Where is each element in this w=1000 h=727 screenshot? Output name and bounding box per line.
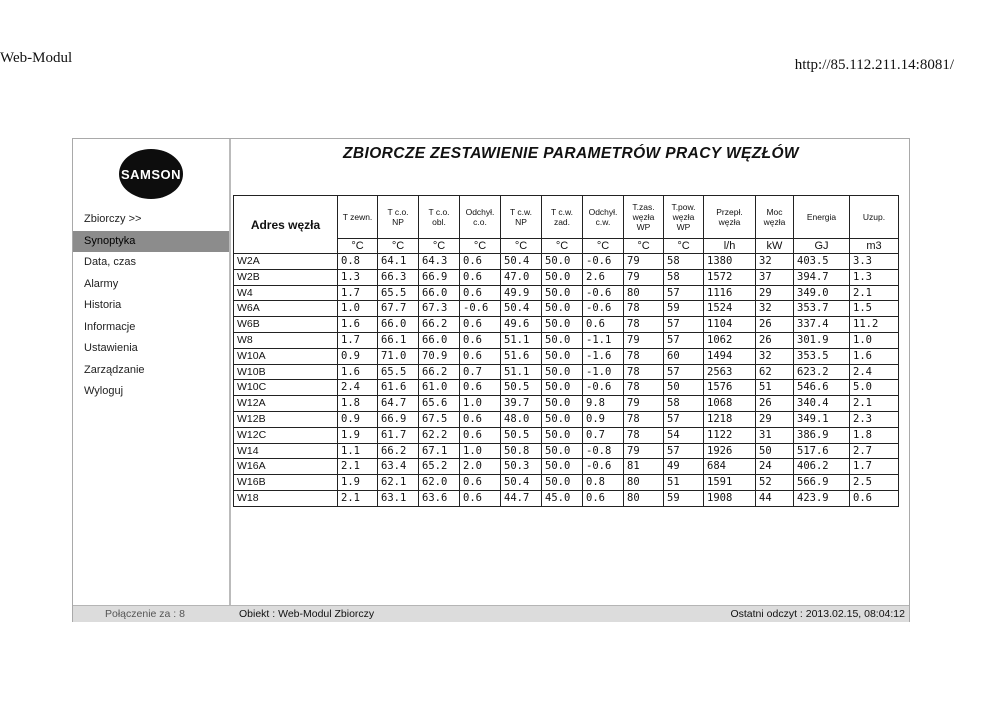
node-address-cell: W6B xyxy=(234,317,338,333)
table-cell: -0.6 xyxy=(583,254,624,270)
table-cell: 0.6 xyxy=(460,254,501,270)
table-cell: 1.1 xyxy=(338,443,378,459)
table-cell: 66.0 xyxy=(419,332,460,348)
table-cell: 61.6 xyxy=(378,380,419,396)
table-cell: 45.0 xyxy=(542,490,583,506)
sidebar-item-zarzadzanie[interactable]: Zarządzanie xyxy=(84,363,145,376)
table-cell: 50.0 xyxy=(542,380,583,396)
table-cell: 26 xyxy=(756,332,794,348)
table-cell: 1591 xyxy=(704,475,756,491)
table-cell: -0.6 xyxy=(583,380,624,396)
table-cell: 1.7 xyxy=(338,332,378,348)
table-cell: 50.4 xyxy=(501,254,542,270)
table-cell: 39.7 xyxy=(501,396,542,412)
table-cell: 50.4 xyxy=(501,475,542,491)
table-cell: 61.7 xyxy=(378,427,419,443)
table-cell: 70.9 xyxy=(419,348,460,364)
table-row xyxy=(234,427,899,443)
sidebar-item-wyloguj[interactable]: Wyloguj xyxy=(84,385,124,397)
table-cell: 62.2 xyxy=(419,427,460,443)
column-unit: °C xyxy=(338,239,378,254)
table-cell: 62.0 xyxy=(419,475,460,491)
table-cell: -1.6 xyxy=(583,348,624,364)
column-unit: °C xyxy=(460,239,501,254)
table-cell: 65.5 xyxy=(378,364,419,380)
table-row xyxy=(234,332,899,348)
node-address-cell: W10A xyxy=(234,348,338,364)
table-cell: 50.0 xyxy=(542,475,583,491)
sidebar xyxy=(73,139,229,605)
table-cell: 63.6 xyxy=(419,490,460,506)
table-cell: 50.0 xyxy=(542,332,583,348)
table-cell: 3.3 xyxy=(850,254,899,270)
table-cell: 58 xyxy=(664,396,704,412)
table-cell: 66.2 xyxy=(419,364,460,380)
table-cell: 1122 xyxy=(704,427,756,443)
connection-countdown: Połączenie za : 8 xyxy=(105,608,185,620)
print-header-url: http://85.112.211.14:8081/ xyxy=(794,57,954,73)
table-cell: 0.6 xyxy=(583,317,624,333)
table-row xyxy=(234,301,899,317)
sidebar-item-synoptyka[interactable]: Synoptyka xyxy=(73,231,229,253)
table-cell: 353.5 xyxy=(794,348,850,364)
table-cell: 67.3 xyxy=(419,301,460,317)
table-cell: 49.9 xyxy=(501,285,542,301)
table-cell: 566.9 xyxy=(794,475,850,491)
table-cell: 57 xyxy=(664,332,704,348)
table-row xyxy=(234,443,899,459)
sidebar-item-data-czas[interactable]: Data, czas xyxy=(84,256,136,268)
table-cell: 2.1 xyxy=(338,459,378,475)
table-cell: 79 xyxy=(624,269,664,285)
table-cell: 1926 xyxy=(704,443,756,459)
node-address-cell: W6A xyxy=(234,301,338,317)
column-header: T c.w. zad. xyxy=(542,196,583,239)
table-cell: 0.6 xyxy=(460,348,501,364)
table-cell: 48.0 xyxy=(501,411,542,427)
table-cell: 32 xyxy=(756,254,794,270)
main-content xyxy=(229,139,911,605)
table-cell: 50.0 xyxy=(542,427,583,443)
column-header: T.pow. węzła WP xyxy=(664,196,704,239)
node-address-cell: W2B xyxy=(234,269,338,285)
table-cell: 50.3 xyxy=(501,459,542,475)
table-cell: 58 xyxy=(664,254,704,270)
table-cell: -1.1 xyxy=(583,332,624,348)
column-header: Energia xyxy=(794,196,850,239)
sidebar-item-zbiorczy[interactable]: Zbiorczy >> xyxy=(84,213,142,225)
column-unit: GJ xyxy=(794,239,850,254)
table-cell: 1494 xyxy=(704,348,756,364)
table-cell: 5.0 xyxy=(850,380,899,396)
table-cell: 9.8 xyxy=(583,396,624,412)
table-cell: 50.5 xyxy=(501,427,542,443)
table-cell: 2.1 xyxy=(338,490,378,506)
table-cell: 44.7 xyxy=(501,490,542,506)
table-cell: 623.2 xyxy=(794,364,850,380)
column-header: T c.o. obl. xyxy=(419,196,460,239)
table-cell: 50.0 xyxy=(542,364,583,380)
table-cell: 80 xyxy=(624,490,664,506)
node-address-cell: W12B xyxy=(234,411,338,427)
print-header-title: Web-Modul xyxy=(0,50,73,66)
sidebar-item-historia[interactable]: Historia xyxy=(84,299,122,311)
node-address-cell: W14 xyxy=(234,443,338,459)
table-cell: 66.0 xyxy=(378,317,419,333)
table-cell: 1.0 xyxy=(850,332,899,348)
column-unit: °C xyxy=(542,239,583,254)
table-cell: 423.9 xyxy=(794,490,850,506)
parameters-table xyxy=(233,195,899,507)
table-cell: 0.6 xyxy=(460,285,501,301)
table-cell: 59 xyxy=(664,490,704,506)
last-read-timestamp: Ostatni odczyt : 2013.02.15, 08:04:12 xyxy=(730,608,905,620)
node-address-cell: W12C xyxy=(234,427,338,443)
table-cell: 50.8 xyxy=(501,443,542,459)
table-cell: 49.6 xyxy=(501,317,542,333)
table-cell: 50.0 xyxy=(542,459,583,475)
table-cell: -0.6 xyxy=(583,301,624,317)
table-cell: 29 xyxy=(756,411,794,427)
table-cell: 2.0 xyxy=(460,459,501,475)
node-address-cell: W10B xyxy=(234,364,338,380)
table-row xyxy=(234,254,899,270)
column-unit: °C xyxy=(419,239,460,254)
table-cell: 31 xyxy=(756,427,794,443)
table-cell: 1524 xyxy=(704,301,756,317)
table-header-labels xyxy=(234,196,899,239)
node-address-cell: W2A xyxy=(234,254,338,270)
table-cell: 517.6 xyxy=(794,443,850,459)
table-cell: 1.9 xyxy=(338,427,378,443)
table-cell: 64.1 xyxy=(378,254,419,270)
table-cell: 0.6 xyxy=(850,490,899,506)
table-cell: 301.9 xyxy=(794,332,850,348)
column-unit: °C xyxy=(501,239,542,254)
table-cell: 2.4 xyxy=(850,364,899,380)
table-cell: 0.6 xyxy=(460,317,501,333)
table-row xyxy=(234,475,899,491)
table-cell: 0.9 xyxy=(338,411,378,427)
table-cell: 349.1 xyxy=(794,411,850,427)
table-cell: 386.9 xyxy=(794,427,850,443)
table-cell: -0.8 xyxy=(583,443,624,459)
table-cell: 2.5 xyxy=(850,475,899,491)
node-address-cell: W12A xyxy=(234,396,338,412)
table-cell: 32 xyxy=(756,348,794,364)
column-header: T zewn. xyxy=(338,196,378,239)
table-cell: 1.3 xyxy=(338,269,378,285)
column-header: T c.o. NP xyxy=(378,196,419,239)
table-cell: 50 xyxy=(664,380,704,396)
table-cell: 57 xyxy=(664,364,704,380)
table-cell: 50.0 xyxy=(542,254,583,270)
table-cell: 1572 xyxy=(704,269,756,285)
table-cell: 64.7 xyxy=(378,396,419,412)
table-cell: 78 xyxy=(624,380,664,396)
table-cell: 78 xyxy=(624,427,664,443)
table-cell: 1.7 xyxy=(338,285,378,301)
table-cell: 11.2 xyxy=(850,317,899,333)
table-cell: 66.0 xyxy=(419,285,460,301)
table-row xyxy=(234,490,899,506)
table-cell: 0.8 xyxy=(338,254,378,270)
table-cell: 64.3 xyxy=(419,254,460,270)
table-cell: 78 xyxy=(624,348,664,364)
table-cell: 1.7 xyxy=(850,459,899,475)
table-row xyxy=(234,348,899,364)
table-cell: 32 xyxy=(756,301,794,317)
table-cell: 1.6 xyxy=(850,348,899,364)
table-cell: 353.7 xyxy=(794,301,850,317)
table-cell: 50.0 xyxy=(542,285,583,301)
table-cell: 26 xyxy=(756,396,794,412)
table-body xyxy=(234,254,899,507)
table-cell: 78 xyxy=(624,364,664,380)
table-cell: 2.4 xyxy=(338,380,378,396)
table-cell: 78 xyxy=(624,317,664,333)
table-row xyxy=(234,285,899,301)
table-cell: 1908 xyxy=(704,490,756,506)
table-cell: 62.1 xyxy=(378,475,419,491)
table-cell: 49 xyxy=(664,459,704,475)
table-cell: 1218 xyxy=(704,411,756,427)
table-cell: 340.4 xyxy=(794,396,850,412)
table-cell: 51.6 xyxy=(501,348,542,364)
column-header: T c.w. NP xyxy=(501,196,542,239)
table-cell: 29 xyxy=(756,285,794,301)
table-cell: 80 xyxy=(624,475,664,491)
node-address-cell: W16B xyxy=(234,475,338,491)
table-cell: 79 xyxy=(624,443,664,459)
table-cell: 1.8 xyxy=(850,427,899,443)
table-cell: 1.3 xyxy=(850,269,899,285)
table-cell: 81 xyxy=(624,459,664,475)
column-header: Uzup. xyxy=(850,196,899,239)
table-cell: 1.6 xyxy=(338,317,378,333)
column-unit: °C xyxy=(624,239,664,254)
column-header: Moc węzła xyxy=(756,196,794,239)
table-cell: 1.0 xyxy=(460,396,501,412)
page-title: ZBIORCZE ZESTAWIENIE PARAMETRÓW PRACY WĘZŁÓW xyxy=(343,145,799,162)
sidebar-nav xyxy=(73,209,229,403)
column-header: Odchył. c.w. xyxy=(583,196,624,239)
column-unit: m3 xyxy=(850,239,899,254)
node-address-cell: W4 xyxy=(234,285,338,301)
table-cell: 0.9 xyxy=(583,411,624,427)
table-cell: 0.7 xyxy=(583,427,624,443)
table-cell: 2.1 xyxy=(850,285,899,301)
table-cell: 1.9 xyxy=(338,475,378,491)
column-unit: °C xyxy=(378,239,419,254)
table-cell: 1576 xyxy=(704,380,756,396)
table-cell: 1.0 xyxy=(338,301,378,317)
table-cell: 47.0 xyxy=(501,269,542,285)
table-cell: 63.1 xyxy=(378,490,419,506)
table-cell: 0.6 xyxy=(460,332,501,348)
table-cell: 51.1 xyxy=(501,332,542,348)
table-cell: 57 xyxy=(664,285,704,301)
node-address-cell: W18 xyxy=(234,490,338,506)
table-cell: 684 xyxy=(704,459,756,475)
table-cell: 50.4 xyxy=(501,301,542,317)
table-cell: 1062 xyxy=(704,332,756,348)
table-cell: 54 xyxy=(664,427,704,443)
table-cell: 1104 xyxy=(704,317,756,333)
table-cell: 58 xyxy=(664,269,704,285)
table-cell: 65.2 xyxy=(419,459,460,475)
table-row xyxy=(234,269,899,285)
table-cell: 66.9 xyxy=(378,411,419,427)
table-cell: 80 xyxy=(624,285,664,301)
table-cell: 0.6 xyxy=(460,475,501,491)
table-cell: 50.0 xyxy=(542,348,583,364)
column-header: T.zas. węzła WP xyxy=(624,196,664,239)
table-cell: 67.5 xyxy=(419,411,460,427)
table-cell: 1.5 xyxy=(850,301,899,317)
table-cell: 57 xyxy=(664,443,704,459)
table-cell: 0.9 xyxy=(338,348,378,364)
table-cell: 66.1 xyxy=(378,332,419,348)
table-cell: 52 xyxy=(756,475,794,491)
table-cell: 50 xyxy=(756,443,794,459)
table-cell: 0.6 xyxy=(460,427,501,443)
table-cell: 1068 xyxy=(704,396,756,412)
table-cell: 1116 xyxy=(704,285,756,301)
table-row xyxy=(234,396,899,412)
table-cell: 57 xyxy=(664,317,704,333)
table-cell: 2.3 xyxy=(850,411,899,427)
table-cell: 0.6 xyxy=(460,380,501,396)
samson-logo: SAMSON xyxy=(119,149,183,199)
table-cell: 2.6 xyxy=(583,269,624,285)
table-cell: 66.3 xyxy=(378,269,419,285)
table-cell: 61.0 xyxy=(419,380,460,396)
table-cell: 79 xyxy=(624,332,664,348)
table-cell: -0.6 xyxy=(583,459,624,475)
table-cell: 349.0 xyxy=(794,285,850,301)
column-header: Przepł. węzła xyxy=(704,196,756,239)
table-cell: 0.6 xyxy=(460,490,501,506)
table-cell: 406.2 xyxy=(794,459,850,475)
table-cell: 66.2 xyxy=(419,317,460,333)
table-row xyxy=(234,364,899,380)
table-cell: 66.9 xyxy=(419,269,460,285)
table-cell: -0.6 xyxy=(460,301,501,317)
table-cell: 79 xyxy=(624,254,664,270)
sidebar-item-ustawienia[interactable]: Ustawienia xyxy=(84,342,138,354)
table-cell: 67.1 xyxy=(419,443,460,459)
table-cell: 79 xyxy=(624,396,664,412)
table-cell: 65.6 xyxy=(419,396,460,412)
table-cell: 403.5 xyxy=(794,254,850,270)
node-address-cell: W8 xyxy=(234,332,338,348)
table-cell: 394.7 xyxy=(794,269,850,285)
table-row xyxy=(234,459,899,475)
table-cell: 71.0 xyxy=(378,348,419,364)
table-cell: 50.5 xyxy=(501,380,542,396)
column-unit: kW xyxy=(756,239,794,254)
table-cell: 62 xyxy=(756,364,794,380)
table-cell: 60 xyxy=(664,348,704,364)
node-address-cell: W10C xyxy=(234,380,338,396)
table-cell: 2.7 xyxy=(850,443,899,459)
table-cell: 24 xyxy=(756,459,794,475)
table-cell: 50.0 xyxy=(542,317,583,333)
table-cell: -0.6 xyxy=(583,285,624,301)
table-cell: 57 xyxy=(664,411,704,427)
table-cell: 0.7 xyxy=(460,364,501,380)
column-header: Odchył. c.o. xyxy=(460,196,501,239)
table-cell: 0.6 xyxy=(460,269,501,285)
column-unit: l/h xyxy=(704,239,756,254)
table-cell: 66.2 xyxy=(378,443,419,459)
sidebar-item-informacje[interactable]: Informacje xyxy=(84,320,136,333)
table-cell: 78 xyxy=(624,301,664,317)
table-cell: 37 xyxy=(756,269,794,285)
table-cell: 65.5 xyxy=(378,285,419,301)
table-cell: 50.0 xyxy=(542,443,583,459)
table-cell: 78 xyxy=(624,411,664,427)
object-label: Obiekt : Web-Modul Zbiorczy xyxy=(239,608,375,620)
column-unit: °C xyxy=(664,239,704,254)
table-cell: 67.7 xyxy=(378,301,419,317)
table-cell: 0.6 xyxy=(583,490,624,506)
table-cell: 50.0 xyxy=(542,301,583,317)
table-cell: 50.0 xyxy=(542,411,583,427)
table-cell: 44 xyxy=(756,490,794,506)
table-row xyxy=(234,317,899,333)
table-cell: 51 xyxy=(664,475,704,491)
table-row xyxy=(234,380,899,396)
table-row xyxy=(234,411,899,427)
table-cell: 63.4 xyxy=(378,459,419,475)
table-cell: 0.8 xyxy=(583,475,624,491)
table-cell: 51.1 xyxy=(501,364,542,380)
table-cell: 26 xyxy=(756,317,794,333)
table-cell: 2.1 xyxy=(850,396,899,412)
status-bar xyxy=(73,605,909,622)
app-window xyxy=(72,138,910,622)
node-address-cell: W16A xyxy=(234,459,338,475)
table-cell: 337.4 xyxy=(794,317,850,333)
sidebar-item-alarmy[interactable]: Alarmy xyxy=(84,277,119,290)
table-cell: -1.0 xyxy=(583,364,624,380)
table-cell: 2563 xyxy=(704,364,756,380)
table-cell: 59 xyxy=(664,301,704,317)
table-cell: 51 xyxy=(756,380,794,396)
table-cell: 0.6 xyxy=(460,411,501,427)
table-cell: 546.6 xyxy=(794,380,850,396)
table-cell: 1.6 xyxy=(338,364,378,380)
column-unit: °C xyxy=(583,239,624,254)
table-cell: 50.0 xyxy=(542,269,583,285)
table-cell: 50.0 xyxy=(542,396,583,412)
table-cell: 1.0 xyxy=(460,443,501,459)
table-cell: 1.8 xyxy=(338,396,378,412)
table-cell: 1380 xyxy=(704,254,756,270)
column-header-address: Adres węzła xyxy=(234,196,338,254)
